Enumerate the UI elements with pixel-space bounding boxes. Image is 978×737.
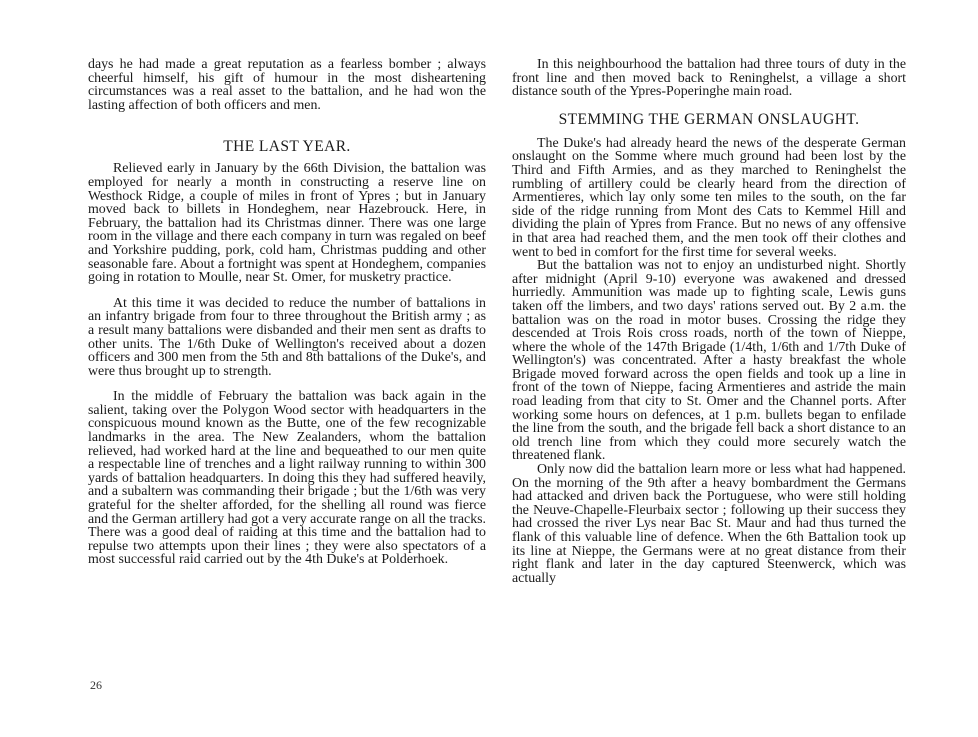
section-heading-last-year: THE LAST YEAR. — [223, 138, 351, 156]
paragraph: In the middle of February the battalion was back again in the salient, taking over the Polygon Wood sector with headquarters in the conspicuous mound known as the Butte, one of the few recognizable landmarks in the area. The New Zealanders, whom the battalion relieved, had worked hard at the line and bequeathed to our men quite a respectable line of trenches and a light railway running to within 300 yards of battalion headquarters. In doing this they had suffered heavily, and a subaltern was commanding their brigade ; but the 1/6th was very grateful for the shelter afforded, for the shelling all round was fierce and the German artillery had got a very accurate range on all the tracks. There was a good deal of raiding at this time and the battalion had to repulse two attempts upon their lines ; they were also spectators of a most successful raid carried out by the 4th Duke's at Polderhoek. — [88, 389, 487, 568]
paragraph-continuation: days he had made a great reputation as a fearless bomber ; always cheerful himself, his gift of humour in the most disheartening circumstances was a real asset to the battalion, and he had won the lasting affection of both officers and men. — [88, 57, 486, 113]
paragraph: Relieved early in January by the 66th Division, the battalion was employed for nearly a month in constructing a reserve line on Westhock Ridge, a couple of miles in front of Ypres ; but in January moved back to billets in Hondeghem, near Hazebrouck. Here, in February, the battalion had its Christmas dinner. There was one large room in the village and there each company in turn was regaled on beef and Yorkshire pudding, pork, cold ham, Christmas pudding and other seasonable fare. About a fortnight was spent at Hondeghem, companies going in rotation to Moulle, near St. Omer, for musketry practice. — [88, 161, 486, 286]
paragraph: At this time it was decided to reduce the number of battalions in an infantry brigade from four to three throughout the British army ; as a result many battalions were disbanded and their men sent as drafts to other units. The 1/6th Duke of Wellington's received about a dozen officers and 300 men from the 5th and 8th battalions of the Duke's, and were thus brought up to strength. — [88, 295, 486, 379]
paragraph: In this neighbourhood the battalion had three tours of duty in the front line and then moved back to Reninghelst, a village a short distance south of the Ypres-Poperinghe main road. — [512, 57, 906, 100]
section-heading-stemming: STEMMING THE GERMAN ONSLAUGHT. — [558, 110, 860, 128]
right-page — [512, 58, 906, 585]
page-number: 26 — [90, 678, 102, 692]
left-page — [88, 58, 486, 567]
paragraph: Only now did the battalion learn more or less what had happened. On the morning of the 9th after a heavy bombardment the Germans had attacked and driven back the Portuguese, who were still holding the Neuve-Chapelle-Fleurbaix sector ; following up their success they had crossed the river Lys near Bac St. Maur and had thus turned the flank of this valuable line of defence. When the 6th Battalion took up its line at Nieppe, the Germans were at no great distance from their right flank and later in the day captured Steenwerck, which was actually — [512, 462, 906, 586]
paragraph: The Duke's had already heard the news of the desperate German onslaught on the Somme where much ground had been lost by the Third and Fifth Armies, and as they marched to Reninghelst the rumbling of artillery could be clearly heard from the direction of Armentieres, which lay only some ten miles to the south, on the far side of the ridge running from Mont des Cats to Kemmel Hill and dividing the plain of Ypres from France. But no news of any offensive in that area had reached them, and the men took off their clothes and went to bed in comfort for the first time for several weeks. — [512, 135, 906, 260]
paragraph: But the battalion was not to enjoy an undisturbed night. Shortly after midnight (April 9-10) everyone was awakened and dressed hurriedly. Ammunition was made up to fighting scale, Lewis guns taken off the limbers, and two days' rations served out. By 2 a.m. the battalion was on the road in motor buses. Crossing the ridge they descended at Trois Rois cross roads, north of the town of Nieppe, where the whole of the 147th Brigade (1/4th, 1/6th and 1/7th Duke of Wellington's) was concentrated. After a hasty breakfast the whole Brigade moved forward across the open fields and took up a line in front of the town of Nieppe, facing Armentieres and astride the main road leading from that city to St. Omer and the Channel ports. After working some hours on defences, at 1 p.m. bullets began to enfilade the line from the south, and the brigade fell back a short distance to an old trench line from which they could more securely watch the threatened flank. — [512, 258, 906, 464]
